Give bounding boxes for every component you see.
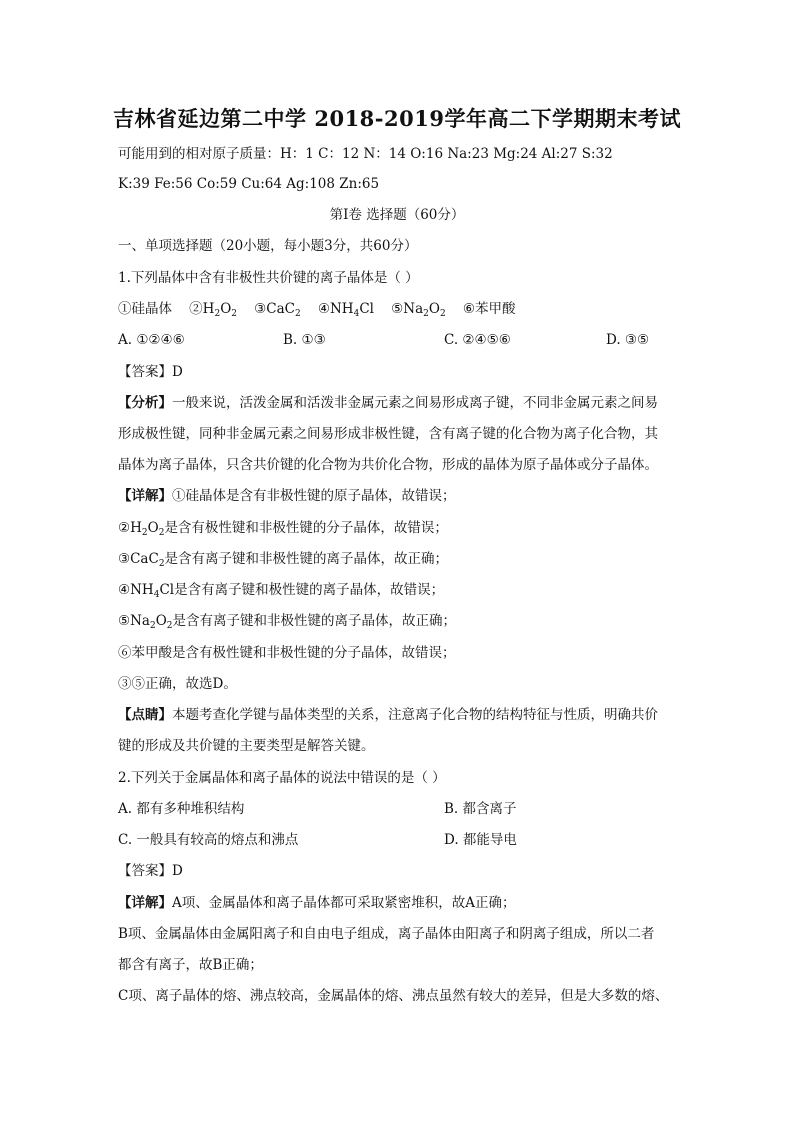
q1-item-6: ⑥苯甲酸 <box>462 301 516 317</box>
q1-item-3: ③CaC$_2$ <box>254 301 301 319</box>
page-title: 吉林省延边第二中学 2018-2019学年高二下学期期末考试 <box>113 106 681 131</box>
q1-stem: 1.下列晶体中含有非极性共价键的离子晶体是（ ） <box>118 270 419 286</box>
q1-detail-line-2: $②H_2O_2$是含有极性键和非极性键的分子晶体，故错误； <box>118 520 448 538</box>
q1-detail-line-4: $④NH_4Cl$是含有离子键和极性键的离子晶体，故错误； <box>118 582 445 600</box>
analysis-tag: 【分析】 <box>118 395 172 411</box>
comment-tag: 【点睛】 <box>118 707 172 723</box>
q1-analysis-line-3: 晶体为离子晶体，只含共价键的化合物为共价化合物，形成的晶体为原子晶体或分子晶体。 <box>118 457 658 473</box>
section-heading: 第Ⅰ卷 选择题（60分） <box>329 207 465 223</box>
atomic-mass-line-1: 可能用到的相对原子质量：H：1 C：12 N：14 O:16 Na:23 Mg:24 Al:27 S:32 <box>118 146 613 162</box>
q1-option-c: C. ②④⑤⑥ <box>444 332 511 348</box>
detail-tag: 【详解】 <box>118 895 172 911</box>
q2-option-b: B. 都含离子 <box>444 801 517 817</box>
q2-stem: 2.下列关于金属晶体和离子晶体的说法中错误的是（ ） <box>118 770 446 786</box>
q1-item-1: ①硅晶体 <box>118 301 172 317</box>
q2-option-c: C. 一般具有较高的熔点和沸点 <box>118 832 299 848</box>
q1-detail-line-6: ⑥苯甲酸是含有极性键和非极性键的分子晶体，故错误； <box>118 645 456 661</box>
q2-detail-line-2: B项、金属晶体由金属阳离子和自由电子组成，离子晶体由阳离子和阴离子组成，所以二者 <box>118 926 655 942</box>
q1-comment-line-1: 【点睛】本题考查化学键与晶体类型的关系，注意离子化合物的结构特征与性质，明确共价 <box>118 707 658 723</box>
q1-option-d: D. ③⑤ <box>606 332 650 348</box>
q1-option-b: B. ①③ <box>283 332 326 348</box>
q1-item-4: $④NH_4Cl$ <box>317 301 374 319</box>
q1-detail-line-3: ③CaC$_2$是含有离子键和非极性键的离子晶体，故正确； <box>118 551 449 569</box>
atomic-mass-line-2: K:39 Fe:56 Co:59 Cu:64 Ag:108 Zn:65 <box>118 176 380 192</box>
q1-analysis-line-1: 【分析】一般来说，活泼金属和活泼非金属元素之间易形成离子键，不同非金属元素之间易 <box>118 395 658 411</box>
q1-comment-line-2: 键的形成及共价键的主要类型是解答关键。 <box>118 738 375 754</box>
q2-option-d: D. 都能导电 <box>444 832 517 848</box>
part-heading: 一、单项选择题（20小题，每小题3分，共60分） <box>118 238 418 254</box>
q1-item-2: $②H_2O_2$ <box>189 301 237 319</box>
q1-item-5: $⑤Na_2O_2$ <box>391 301 446 319</box>
q1-items <box>118 299 515 319</box>
q2-detail-line-4: C项、离子晶体的熔、沸点较高，金属晶体的熔、沸点虽然有较大的差异，但是大多数的熔、 <box>118 988 669 1004</box>
q1-detail-line-7: ③⑤正确，故选D。 <box>118 676 237 692</box>
q2-detail-line-1: 【详解】A项、金属晶体和离子晶体都可采取紧密堆积，故A正确； <box>118 895 516 911</box>
q2-answer: 【答案】D <box>118 863 183 879</box>
detail-tag: 【详解】 <box>118 488 172 504</box>
q2-option-a: A. 都有多种堆积结构 <box>118 801 245 817</box>
q1-analysis-line-2: 形成极性键，同种非金属元素之间易形成非极性键，含有离子键的化合物为离子化合物，其 <box>118 426 658 442</box>
q1-detail-line-5: $⑤Na_2O_2$是含有离子键和非极性键的离子晶体，故正确； <box>118 613 457 631</box>
q1-detail-line-1: 【详解】①硅晶体是含有非极性键的原子晶体，故错误； <box>118 488 456 504</box>
q1-option-a: A. ①②④⑥ <box>118 332 185 348</box>
q2-detail-line-3: 都含有离子，故B正确； <box>118 957 263 973</box>
q1-answer: 【答案】D <box>118 364 183 380</box>
